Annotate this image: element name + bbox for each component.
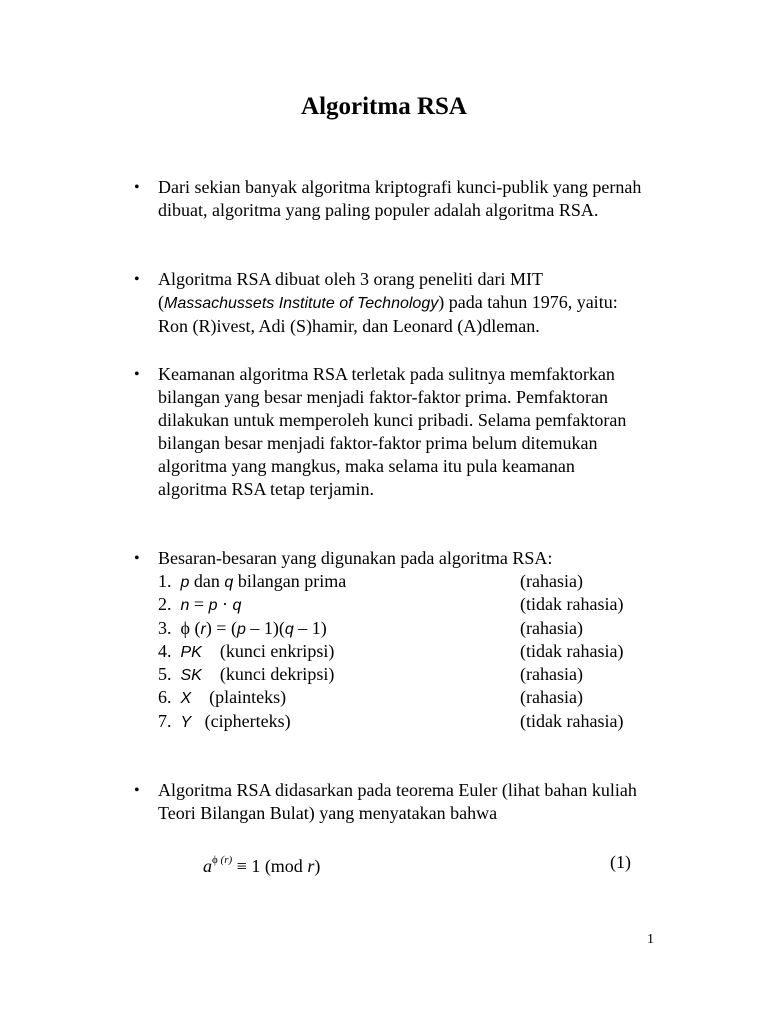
bullet-icon: • (134, 782, 140, 799)
bullet-item-4 (134, 547, 648, 733)
bullet-text (158, 268, 648, 338)
mit-full-name: Massachussets Institute of Technology (164, 295, 439, 312)
list-item: 1. p dan q bilangan prima (rahasia) (158, 571, 583, 591)
bullet-item-2 (134, 268, 648, 338)
list-item: 7. Y (cipherteks) (tidak rahasia) (158, 710, 624, 731)
equation-base: a (203, 856, 212, 876)
bullet-icon: • (134, 366, 140, 383)
equation-exponent: ϕ (r) (212, 854, 233, 866)
bullet-text: Keamanan algoritma RSA terletak pada sulitnya memfaktorkan bilangan yang besar menjadi faktor-faktor prima. Pemfaktoran dilakukan untuk memperoleh kunci pribadi. Selama pemfaktoran bilangan besar menjadi faktor-faktor prima belum ditemukan algoritma yang mangkus, maka selama itu pula keamanan algoritma RSA tetap terjamin. (158, 364, 627, 499)
text-segment: Algoritma RSA dibuat oleh 3 orang peneliti dari MIT ( (158, 269, 543, 312)
phi-symbol: ϕ (180, 617, 190, 638)
bullet-item-5 (134, 779, 648, 825)
euler-equation: $a^{\phi (r)} \equiv 1$ (mod r) (203, 854, 321, 876)
list-item: 5. SK (kunci dekripsi) (rahasia) (158, 664, 583, 685)
text-segment: ) pada tahun 1976, yaitu: Ron (R)ivest, Adi (S)hamir, dan Leonard (A)dleman. (158, 292, 618, 336)
bullet-item-1 (134, 176, 648, 222)
bullet-item-3 (134, 363, 648, 501)
equation-number: (1) (610, 852, 631, 872)
bullet-text: Algoritma RSA didasarkan pada teorema Euler (lihat bahan kuliah Teori Bilangan Bulat) yang menyatakan bahwa (158, 780, 637, 823)
bullet-icon: • (134, 550, 140, 567)
bullet-icon: • (134, 271, 140, 288)
bullet-text: Dari sekian banyak algoritma kriptografi kunci-publik yang pernah dibuat, algoritma yang paling populer adalah algoritma RSA. (158, 177, 642, 220)
page-title: Algoritma RSA (301, 93, 467, 120)
list-item: 6. X (plainteks) (rahasia) (158, 687, 583, 708)
congruent-symbol: ≡ (236, 856, 247, 876)
page-number: 1 (647, 932, 654, 947)
status-label: (tidak rahasia) (520, 594, 624, 615)
status-label: (rahasia) (520, 664, 583, 685)
list-item: 3. ϕ (r) = (p – 1)(q – 1) (rahasia) (158, 617, 583, 638)
status-label: (rahasia) (520, 617, 583, 638)
list-item: 2. n = p · q (tidak rahasia) (158, 594, 624, 615)
status-label: (tidak rahasia) (520, 710, 624, 731)
bullet-text: Besaran-besaran yang digunakan pada algoritma RSA: (158, 548, 553, 568)
status-label: (rahasia) (520, 687, 583, 708)
list-item: 4. PK (kunci enkripsi) (tidak rahasia) (158, 640, 624, 661)
quantities-list (158, 570, 648, 733)
bullet-icon: • (134, 179, 140, 196)
status-label: (tidak rahasia) (520, 640, 624, 661)
status-label: (rahasia) (520, 571, 583, 591)
